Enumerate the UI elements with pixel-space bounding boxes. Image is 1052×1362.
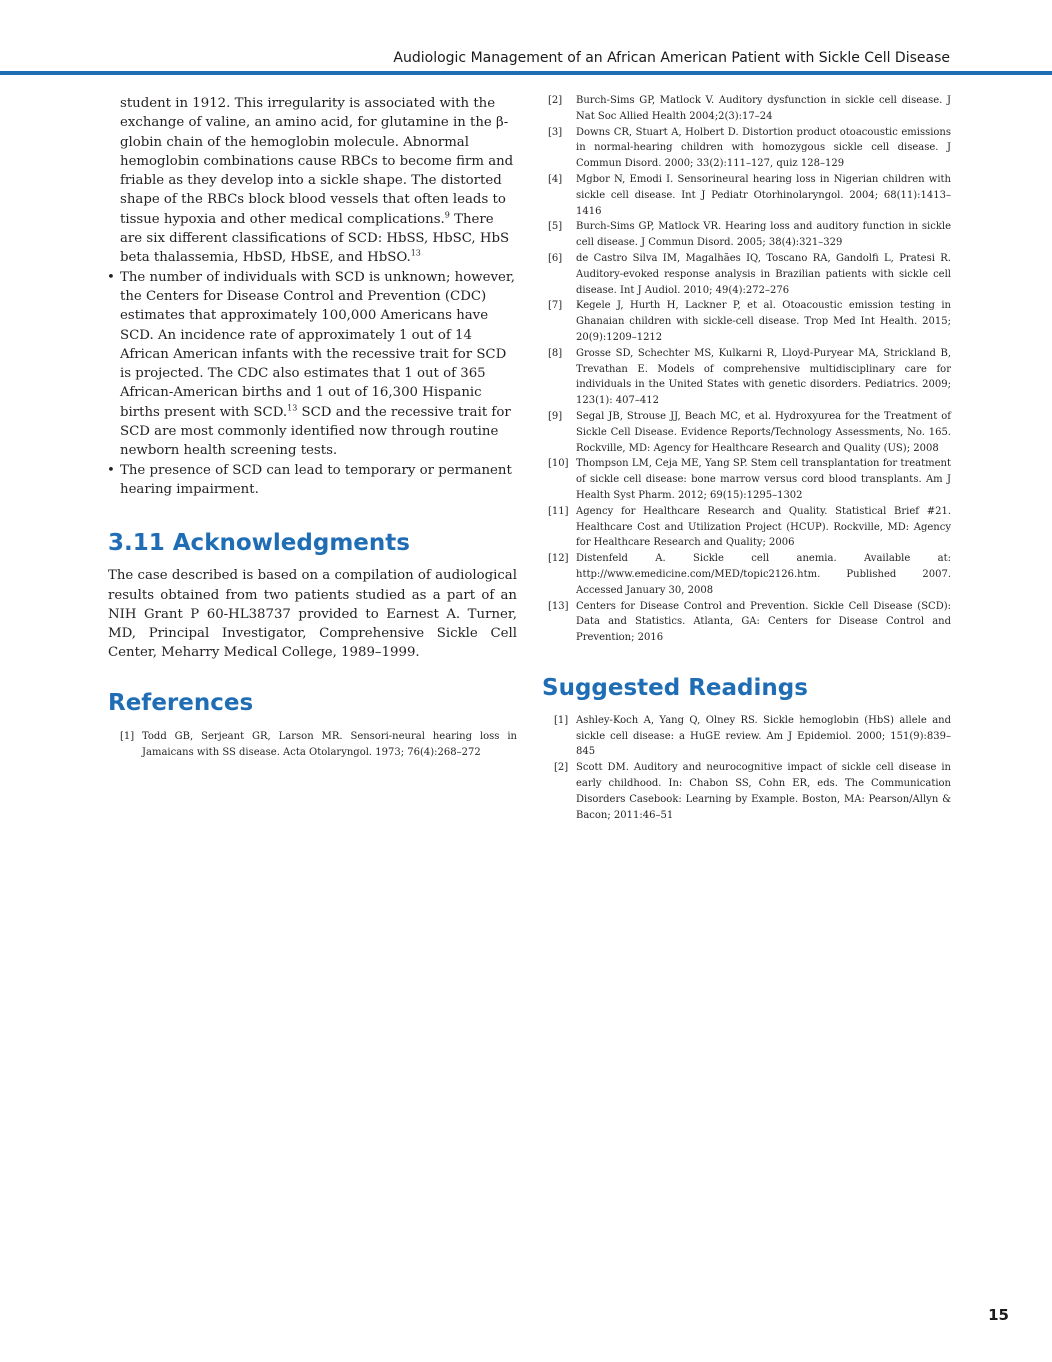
reference-text: Agency for Healthcare Research and Quality. Statistical Brief #21. Healthcare Cost and Utilization Project (HCUP). Rockville, MD: Agency for Healthcare Research and Quality; 2006 [576,505,951,549]
reference-item [108,729,517,761]
citation: 13 [287,403,298,413]
acknowledgments-text: The case described is based on a compilation of audiological results obtained from two patients studied as a part of an NIH Grant P 60-HL38737 provided to Earnest A. Turner, MD, Principal Investigator, Comprehensive Sickle Cell Center, Meharry Medical College, 1989–1999. [108,568,517,661]
bullet-text: The number of individuals with SCD is unknown; however, the Centers for Disease Control and Prevention (CDC) estimates that approximately 100,000 Americans have SCD. An incidence rate of approximately 1 out of 14 African American infants with the recessive trait for SCD is projected. The CDC also estimates that 1 out of 365 African-American births and 1 out of 16,300 Hispanic births present with SCD. [120,269,516,420]
reference-number: [5] [548,221,563,233]
references-list [108,729,517,761]
reference-text: Distenfeld A. Sickle cell anemia. Available at: http://www.emedicine.com/MED/topic2126.htm. Published 2007. Accessed January 30, 2008 [576,553,951,596]
reference-number: [8] [548,347,563,359]
reference-item [542,456,951,503]
reference-number: [10] [548,458,569,470]
right-column [542,93,951,823]
reference-text: de Castro Silva IM, Magalhães IQ, Toscano RA, Gandolfi L, Pratesi R. Auditory-evoked response analysis in Brazilian patients with sickle cell disease. Int J Audiol. 2010; 49(4):272–276 [576,252,951,296]
reference-item [542,219,951,251]
reading-number: [2] [554,762,569,774]
reference-number: [6] [548,252,563,264]
reference-text: Thompson LM, Ceja ME, Yang SP. Stem cell transplantation for treatment of sickle cell disease: bone marrow versus cord blood transplants. Am J Health Syst Pharm. 2012; 69(15):1295–1302 [576,458,951,501]
left-column [108,94,517,760]
reading-item [542,760,951,823]
reading-item [542,713,951,760]
reference-text: Burch-Sims GP, Matlock VR. Hearing loss and auditory function in sickle cell disease. J Commun Disord. 2005; 38(4):321–329 [576,221,951,249]
reference-number: [3] [548,126,563,138]
reading-number: [1] [554,714,569,726]
references-list-continued [542,93,951,646]
continuation-paragraph [108,94,517,268]
suggested-readings-list [542,713,951,824]
reference-text: Mgbor N, Emodi I. Sensorineural hearing loss in Nigerian children with sickle cell disease. Int J Pediatr Otorhinolaryngol. 2004; 68(11):1413–1416 [576,173,951,217]
reference-item [542,504,951,551]
reference-number: [11] [548,505,569,517]
page-number: 15 [988,1306,1009,1324]
reference-text: Centers for Disease Control and Prevention. Sickle Cell Disease (SCD): Data and Statistics. Atlanta, GA: Centers for Disease Control and Prevention; 2016 [576,600,951,644]
bullet-item [108,268,517,461]
bullet-tail: SCD and the recessive trait for SCD are most commonly identified now through routine newborn health screening tests. [120,404,511,459]
reference-item [542,599,951,646]
reference-item [542,409,951,456]
reference-text: Todd GB, Serjeant GR, Larson MR. Sensori-neural hearing loss in Jamaicans with SS disease. Acta Otolaryngol. 1973; 76(4):268–272 [142,730,517,758]
acknowledgments-heading: 3.11 Acknowledgments [108,530,410,557]
reference-item [542,172,951,219]
reference-number: [13] [548,600,569,612]
reference-item [542,298,951,345]
running-header: Audiologic Management of an African American Patient with Sickle Cell Disease [393,50,950,66]
reference-text: Segal JB, Strouse JJ, Beach MC, et al. Hydroxyurea for the Treatment of Sickle Cell Disease. Evidence Reports/Technology Assessments, No. 165. Rockville, MD: Agency for Healthcare Research and Quality (US); 2008 [576,410,951,454]
reference-number: [2] [548,95,563,106]
reference-text: Downs CR, Stuart A, Holbert D. Distortion product otoacoustic emissions in normal-hearing children with homozygous sickle cell disease. J Commun Disord. 2000; 33(2):111–127, quiz 128–129 [576,126,951,170]
bullet-text: The presence of SCD can lead to temporary or permanent hearing impairment. [120,462,512,497]
reference-number: [9] [548,410,563,422]
reference-item [542,251,951,298]
references-heading: References [108,689,254,716]
reading-text: Ashley-Koch A, Yang Q, Olney RS. Sickle hemoglobin (HbS) allele and sickle cell disease: a HuGE review. Am J Epidemiol. 2000; 151(9):839–845 [576,714,951,758]
reading-text: Scott DM. Auditory and neurocognitive impact of sickle cell disease in early childhood. In: Chabon SS, Cohn ER, eds. The Communication Disorders Casebook: Learning by Example. Boston, MA: Pearson/Allyn & Bacon; 2011:46–51 [576,762,951,821]
citation: 9 [444,210,450,220]
reference-number: [7] [548,300,563,312]
continuation-text-2: There are six different classifications of SCD: HbSS, HbSC, HbS beta thalassemia, HbSD, HbSE, and HbSO. [120,211,510,266]
reference-number: [1] [120,730,135,742]
reference-item [542,93,951,125]
reference-item [542,346,951,409]
bullet-list [108,268,517,500]
reference-item [542,125,951,172]
citation: 13 [410,248,421,258]
reference-number: [4] [548,173,563,185]
reference-text: Grosse SD, Schechter MS, Kulkarni R, Lloyd-Puryear MA, Strickland B, Trevathan E. Models of comprehensive multidisciplinary care for individuals in the United States with genetic disorders. Pediatrics. 2009; 123(1): 407–412 [576,347,951,407]
reference-text: Burch-Sims GP, Matlock V. Auditory dysfunction in sickle cell disease. J Nat Soc Allied Health 2004;2(3):17–24 [576,95,951,122]
continuation-text: student in 1912. This irregularity is associated with the exchange of valine, an amino acid, for glutamine in the β-globin chain of the hemoglobin molecule. Abnormal hemoglobin combinations cause RBCs to become firm and friable as they develop into a sickle shape. The distorted shape of the RBCs block blood vessels that often leads to tissue hypoxia and other medical complications. [120,96,514,227]
bullet-item [108,461,517,500]
header-rule [0,71,1052,75]
reference-number: [12] [548,553,569,565]
reference-text: Kegele J, Hurth H, Lackner P, et al. Otoacoustic emission testing in Ghanaian children with sickle-cell disease. Trop Med Int Health. 2015; 20(9):1209–1212 [576,300,951,343]
reference-item [542,551,951,598]
suggested-readings-heading: Suggested Readings [542,674,808,701]
